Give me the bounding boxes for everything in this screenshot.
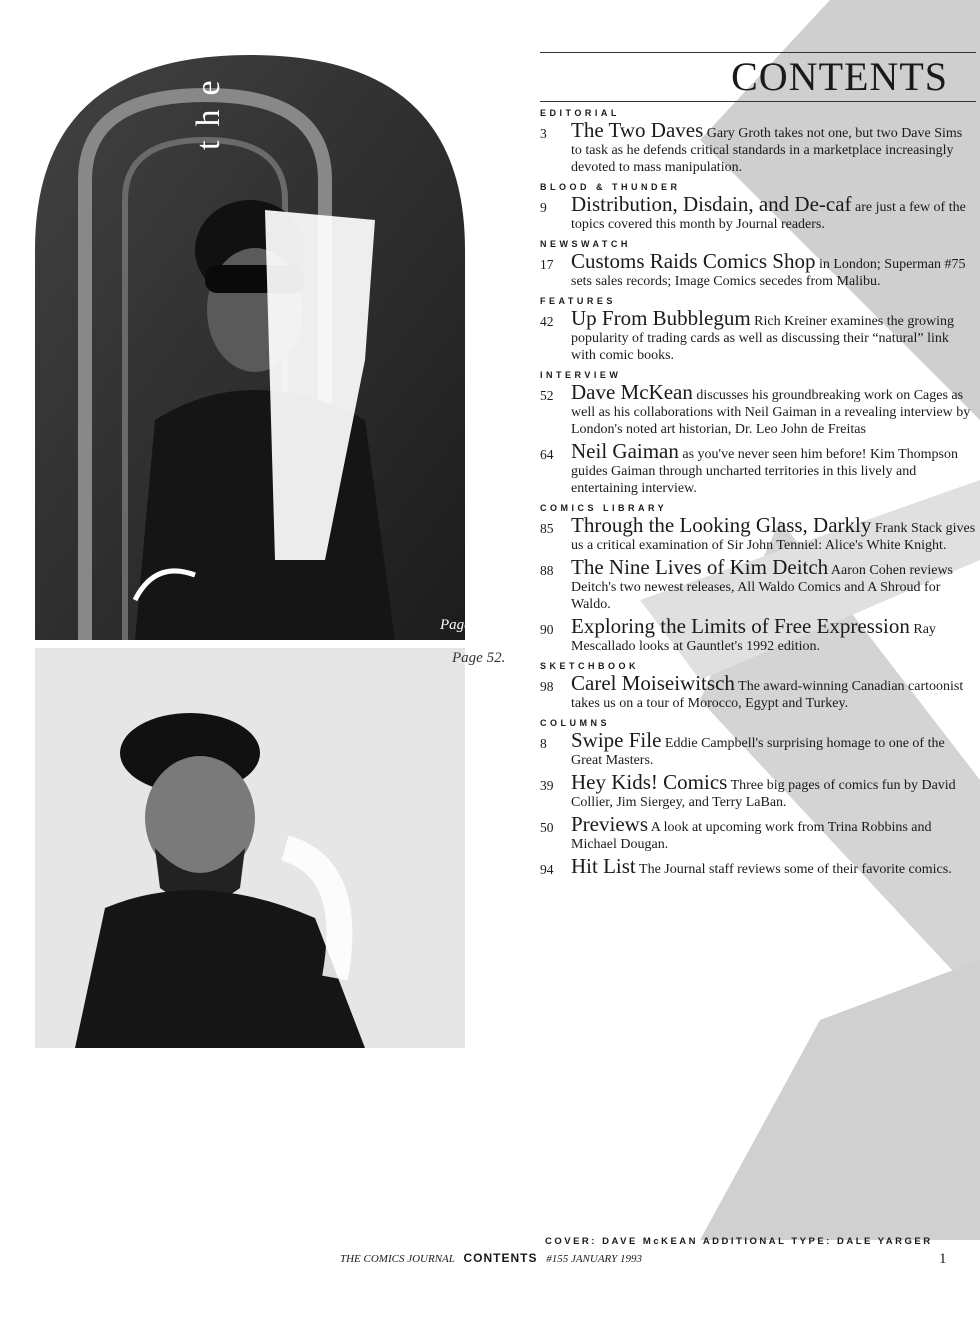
page-title: CONTENTS	[731, 54, 948, 99]
entry-heading: The Nine Lives of Kim Deitch	[571, 555, 829, 579]
contents-entry	[540, 615, 976, 655]
entry-page-number: 39	[540, 778, 554, 793]
entry-page-number: 90	[540, 622, 554, 637]
entry-heading: Carel Moiseiwitsch	[571, 671, 735, 695]
entry-page-number: 3	[540, 126, 547, 141]
entry-description: discusses his groundbreaking work on Cages as well as his collaborations with Neil Gaiman in a revealing interview by London's noted art historian, Dr. Leo John de Freitas	[571, 388, 971, 437]
contents-entry	[540, 672, 976, 712]
entry-heading: Distribution, Disdain, and De-caf	[571, 192, 852, 216]
contents-entry	[540, 381, 976, 438]
section-label: NEWSWATCH	[540, 239, 631, 249]
section-label: COLUMNS	[540, 718, 610, 728]
entry-heading: Hit List	[571, 854, 636, 878]
contents-entry	[540, 729, 976, 769]
entry-description: Rich Kreiner examines the growing popularity of trading cards as well as discussing their “natural” link with comic books.	[571, 314, 954, 363]
entry-description: The Journal staff reviews some of their favorite comics.	[639, 862, 952, 877]
entry-heading: Up From Bubblegum	[571, 306, 751, 330]
entry-description: Aaron Cohen reviews Deitch's two newest releases, All Waldo Comics and A Shroud for Waldo.	[571, 563, 953, 612]
entry-page-number: 88	[540, 563, 554, 578]
entry-description: Gary Groth takes not one, but two Dave Sims to task as he defends critical standards in a marketplace increasingly devoted to mass manipulation.	[571, 126, 963, 175]
entry-heading: Hey Kids! Comics	[571, 770, 728, 794]
entry-page-number: 64	[540, 447, 554, 462]
section-label: INTERVIEW	[540, 370, 622, 380]
entry-description: The award-winning Canadian cartoonist takes us on a tour of Morocco, Egypt and Turkey.	[571, 679, 964, 711]
entry-description: in London; Superman #75 sets sales records; Image Comics secedes from Malibu.	[571, 257, 966, 289]
contents-column	[540, 52, 976, 880]
entry-page-number: 42	[540, 314, 554, 329]
entry-heading: The Two Daves	[571, 118, 704, 142]
side-word-the: the	[190, 66, 227, 150]
entry-heading: Through the Looking Glass, Darkly	[571, 513, 872, 537]
sections-list	[540, 108, 976, 878]
footer-section: CONTENTS	[463, 1251, 538, 1265]
section-label: EDITORIAL	[540, 108, 620, 118]
entry-heading: Customs Raids Comics Shop	[571, 249, 816, 273]
cover-credits: COVER: DAVE McKEAN ADDITIONAL TYPE: DALE YARGER	[545, 1236, 933, 1247]
entry-description: A look at upcoming work from Trina Robbins and Michael Dougan.	[571, 820, 932, 852]
entry-heading: Swipe File	[571, 728, 662, 752]
dave-mckean-photo	[35, 648, 465, 1048]
contents-entry	[540, 556, 976, 613]
entry-description: are just a few of the topics covered this month by Journal readers.	[571, 200, 966, 232]
entry-page-number: 9	[540, 200, 547, 215]
section-label: BLOOD & THUNDER	[540, 182, 681, 192]
contents-entry	[540, 119, 976, 176]
entry-page-number: 50	[540, 820, 554, 835]
title-rule	[540, 101, 976, 102]
entry-page-number: 94	[540, 862, 554, 877]
contents-entry	[540, 813, 976, 853]
entry-page-number: 8	[540, 736, 547, 751]
entry-page-number: 85	[540, 521, 554, 536]
section-label: FEATURES	[540, 296, 616, 306]
caption-bottom-photo: Page 52.	[452, 650, 506, 666]
entry-description: as you've never seen him before! Kim Thompson guides Gaiman through uncharted territories in this lively and entertaining interview.	[571, 447, 958, 496]
entry-description: Three big pages of comics fun by David Collier, Jim Siergey, and Terry LaBan.	[571, 778, 956, 810]
footer-magazine: THE COMICS JOURNAL	[340, 1253, 455, 1265]
contents-entry	[540, 771, 976, 811]
contents-entry	[540, 514, 976, 554]
entry-page-number: 52	[540, 388, 554, 403]
neil-gaiman-photo	[35, 0, 515, 640]
footer-issue: #155 JANUARY 1993	[546, 1253, 642, 1265]
caption-top-photo: Page 64.	[440, 617, 494, 633]
entry-description: Frank Stack gives us a critical examination of Sir John Tenniel: Alice's White Knight.	[571, 521, 976, 553]
entry-heading: Previews	[571, 812, 648, 836]
entry-description: Ray Mescallado looks at Gauntlet's 1992 edition.	[571, 622, 936, 654]
page-number: 1	[939, 1251, 947, 1267]
entry-page-number: 17	[540, 257, 554, 272]
entry-page-number: 98	[540, 679, 554, 694]
contents-entry	[540, 855, 976, 878]
entry-heading: Exploring the Limits of Free Expression	[571, 614, 910, 638]
entry-heading: Neil Gaiman	[571, 439, 679, 463]
footer	[340, 1251, 642, 1265]
section-label: SKETCHBOOK	[540, 661, 640, 671]
contents-entry	[540, 307, 976, 364]
entry-description: Eddie Campbell's surprising homage to one of the Great Masters.	[571, 736, 945, 768]
section-label: COMICS LIBRARY	[540, 503, 668, 513]
contents-entry	[540, 193, 976, 233]
contents-entry	[540, 250, 976, 290]
entry-heading: Dave McKean	[571, 380, 693, 404]
contents-entry	[540, 440, 976, 497]
